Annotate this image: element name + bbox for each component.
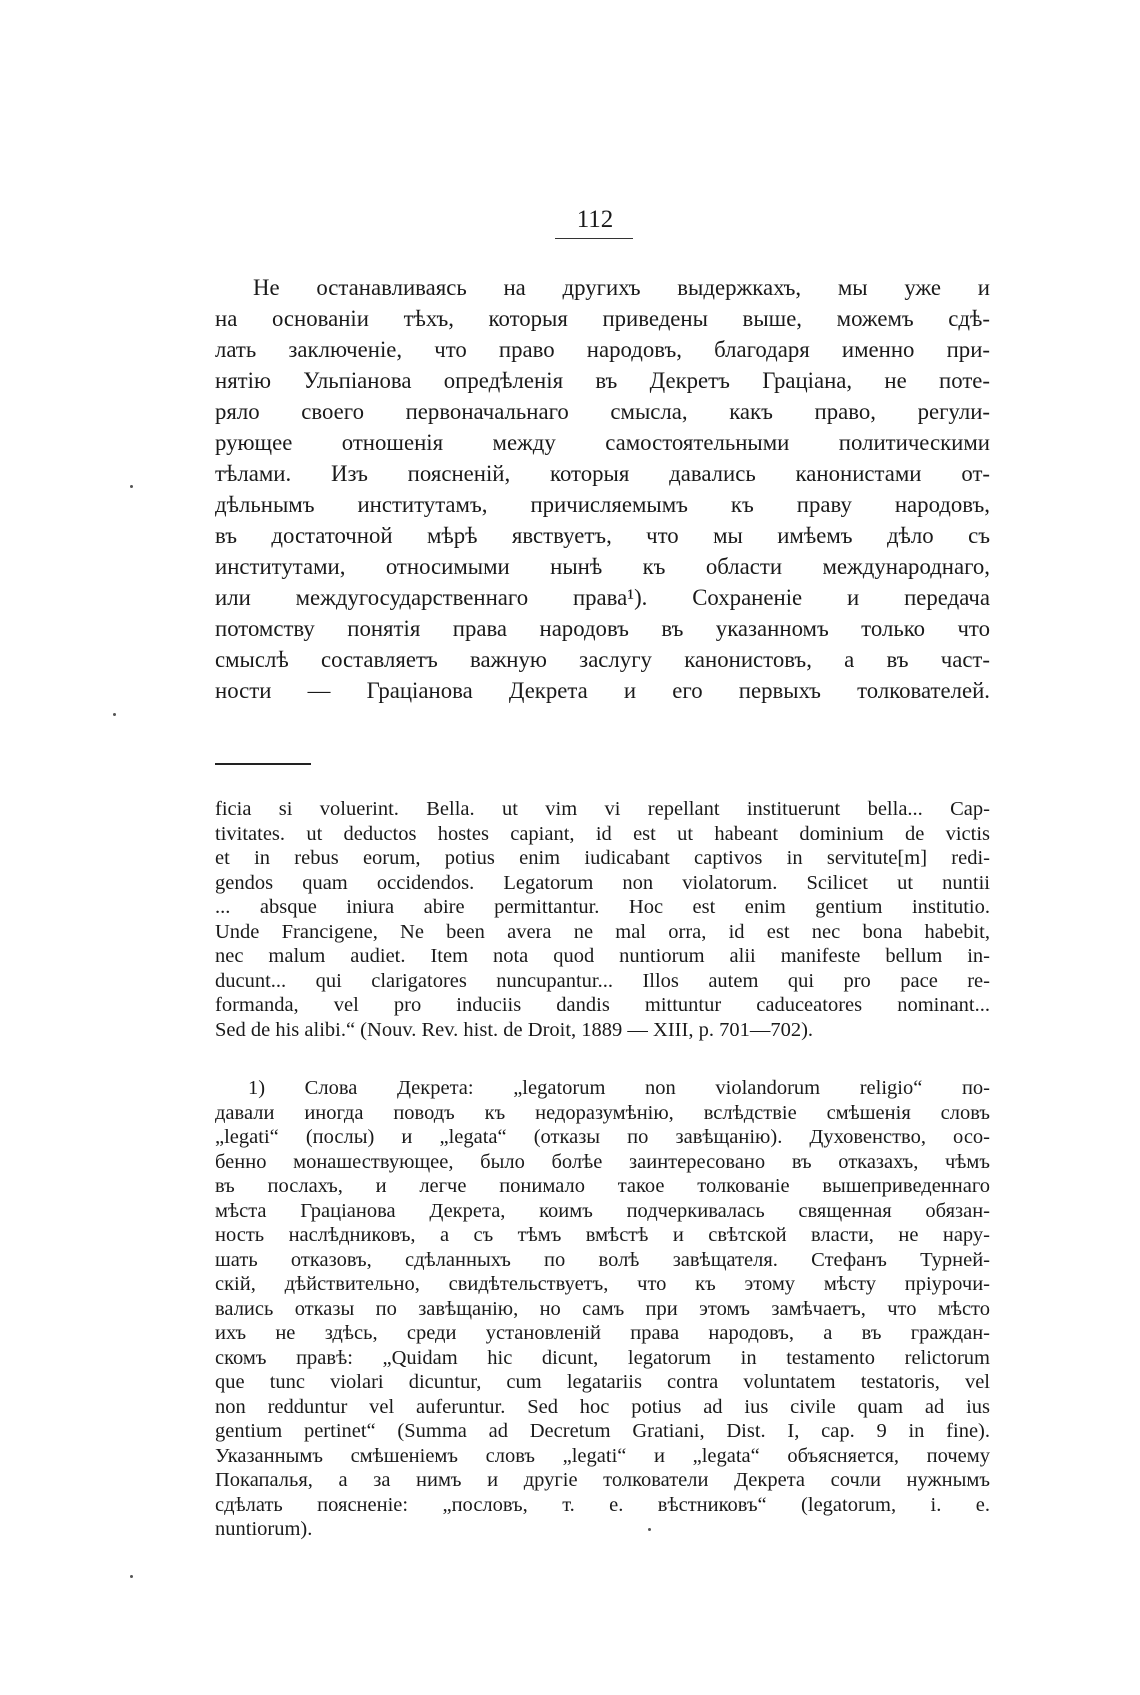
footnote-line: скомъ правѣ: „Quidam hic dicunt, legatorum in testamento relictorum xyxy=(215,1346,990,1369)
footnote-1 xyxy=(215,1076,990,1542)
footnote-line: Покапалья, а за нимъ и другіе толкователи Декрета сочли нужнымъ xyxy=(215,1469,990,1491)
footnote-line: que tunc violari dicuntur, cum legatariis contra voluntatem testatoris, vel xyxy=(215,1371,990,1393)
footnote-line: мѣста Граціанова Декрета, коимъ подчеркивалась священная обязан- xyxy=(215,1199,990,1222)
main-text-line: тѣлами. Изъ поясненій, которыя давались канонистами от- xyxy=(215,461,990,486)
latin-quotation-line: tivitates. ut deductos hostes capiant, id est ut habeant dominium de victis xyxy=(215,822,990,845)
scan-speck xyxy=(130,1575,133,1578)
footnote-line: шать отказовъ, сдѣланныхъ по волѣ завѣщателя. Стефанъ Турней- xyxy=(215,1248,990,1271)
main-text-line: въ достаточной мѣрѣ явствуетъ, что мы имѣемъ дѣло съ xyxy=(215,523,990,548)
latin-quotation-line: Sed de his alibi.“ (Nouv. Rev. hist. de Droit, 1889 — XIII, p. 701—702). xyxy=(215,1018,814,1041)
main-text-line: рующее отношенія между самостоятельными политическими xyxy=(215,430,990,455)
main-text-line: на основаніи тѣхъ, которыя приведены выше, можемъ сдѣ- xyxy=(215,306,990,331)
footnote-line: gentium pertinet“ (Summa ad Decretum Gratiani, Dist. I, cap. 9 in fine). xyxy=(215,1420,990,1442)
latin-quotation-continuation xyxy=(215,797,990,1042)
latin-quotation-line: nec malum audiet. Item nota quod nuntiorum alii manifeste bellum in- xyxy=(215,945,990,967)
latin-quotation-line: gendos quam occidendos. Legatorum non violatorum. Scilicet ut nuntii xyxy=(215,871,990,894)
footnote-line: въ послахъ, и легче понимало такое толкованіе вышеприведеннаго xyxy=(215,1175,990,1197)
scan-speck xyxy=(113,713,116,716)
main-text-line: дѣльнымъ институтамъ, причисляемымъ къ праву народовъ, xyxy=(215,492,990,517)
footnote-line: сдѣлать поясненіе: „пословъ, т. е. вѣстниковъ“ (legatorum, i. e. xyxy=(215,1493,990,1516)
page-number-underline xyxy=(555,238,633,239)
page-number: 112 xyxy=(576,206,614,233)
latin-quotation-line: et in rebus eorum, potius enim iudicabant captivos in servitute[m] redi- xyxy=(215,847,990,869)
latin-quotation-line: Unde Francigene, Ne been avera ne mal orra, id est nec bona habebit, xyxy=(215,920,990,943)
footnote-line: „legati“ (послы) и „legata“ (отказы по завѣщанію). Духовенство, осо- xyxy=(215,1126,990,1148)
main-text-line: нятію Ульпіанова опредѣленія въ Декретъ Граціана, не поте- xyxy=(215,368,990,393)
main-text-line: потомству понятія права народовъ въ указанномъ только что xyxy=(215,616,990,641)
main-text-line: смыслѣ составляетъ важную заслугу канонистовъ, а въ част- xyxy=(215,647,990,672)
footnote-line: 1) Слова Декрета: „legatorum non violandorum religio“ по- xyxy=(248,1077,990,1099)
footnote-line: давали иногда поводъ къ недоразумѣнію, вслѣдствіе смѣшенія словъ xyxy=(215,1101,990,1124)
main-text-paragraph xyxy=(215,272,990,706)
scan-speck xyxy=(648,1528,651,1531)
main-text-line: ряло своего первоначальнаго смысла, какъ право, регули- xyxy=(215,399,990,424)
main-text-line: ности — Граціанова Декрета и его первыхъ толкователей. xyxy=(215,678,990,703)
main-text-line: Не останавливаясь на другихъ выдержкахъ, мы уже и xyxy=(253,275,990,300)
footnote-line: nuntiorum). xyxy=(215,1518,313,1540)
footnote-separator xyxy=(215,763,311,765)
footnote-line: бенно монашествующее, было болѣе заинтересовано въ отказахъ, чѣмъ xyxy=(215,1150,990,1173)
footnote-line: ихъ не здѣсь, среди установленій права народовъ, а въ граждан- xyxy=(215,1322,990,1344)
footnote-line: Указаннымъ смѣшеніемъ словъ „legati“ и „legata“ объясняется, почему xyxy=(215,1444,990,1467)
latin-quotation-line: ducunt... qui clarigatores nuncupantur... Illos autem qui pro pace re- xyxy=(215,969,990,992)
main-text-line: лать заключеніе, что право народовъ, благодаря именно при- xyxy=(215,337,990,362)
footnote-line: скій, дѣйствительно, свидѣтельствуетъ, что къ этому мѣсту пріурочи- xyxy=(215,1273,990,1295)
latin-quotation-line: ... absque iniura abire permittantur. Hoc est enim gentium institutio. xyxy=(215,896,990,918)
footnote-line: вались отказы по завѣщанію, но самъ при этомъ замѣчаетъ, что мѣсто xyxy=(215,1297,990,1320)
main-text-line: институтами, относимыми нынѣ къ области международнаго, xyxy=(215,554,990,579)
footnote-line: non redduntur vel auferuntur. Sed hoc potius ad ius civile quam ad ius xyxy=(215,1395,990,1418)
latin-quotation-line: formanda, vel pro induciis dandis mittuntur caduceatores nominant... xyxy=(215,994,990,1016)
main-text-line: или междугосударственнаго права¹). Сохраненіе и передача xyxy=(215,585,990,610)
scan-speck xyxy=(130,485,133,488)
footnote-line: ность наслѣдниковъ, а съ тѣмъ вмѣстѣ и свѣтской власти, не нару- xyxy=(215,1224,990,1246)
latin-quotation-line: ficia si voluerint. Bella. ut vim vi repellant instituerunt bella... Cap- xyxy=(215,798,990,820)
